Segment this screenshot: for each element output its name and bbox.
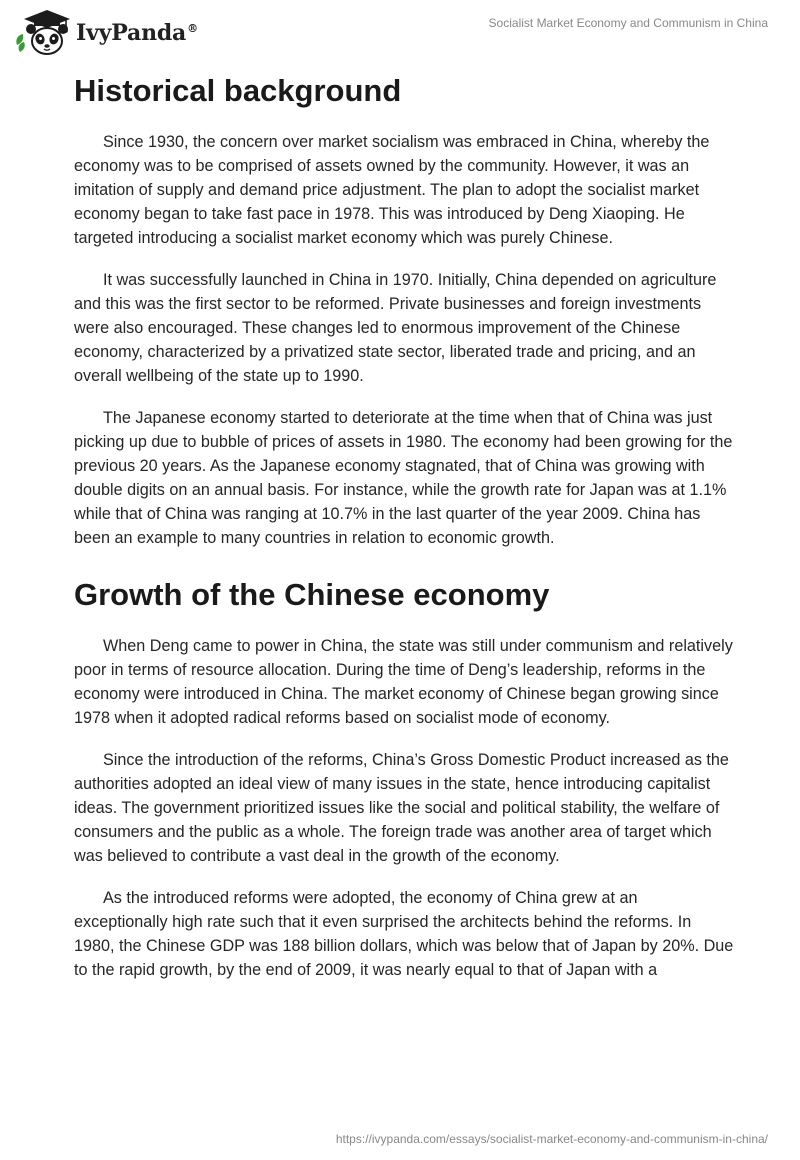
panda-graduate-icon <box>14 7 72 57</box>
brand-name: IvyPanda® <box>76 20 198 46</box>
paragraph: The Japanese economy started to deteriorate at the time when that of China was just picking up due to bubble of prices of assets in 1980. The economy had been growing for the previous 20 years. As the Japanese economy stagnated, that of China was growing with double digits on an annual basis. For instance, while the growth rate for Japan was at 1.1% while that of China was ranging at 10.7% in the last quarter of the year 2009. China has been an example to many countries in relation to economic growth. <box>74 409 733 547</box>
paragraph: When Deng came to power in China, the state was still under communism and relatively poor in terms of resource allocation. During the time of Deng’s leadership, reforms in the economy were introduced in China. The market economy of Chinese began growing since 1978 when it adopted radical reforms based on socialist mode of economy. <box>74 637 733 727</box>
ivypanda-logo[interactable] <box>14 7 198 57</box>
section-heading-growth-of-chinese-economy: Growth of the Chinese economy <box>74 577 550 612</box>
document-title: Socialist Market Economy and Communism in China <box>488 16 768 30</box>
source-url[interactable]: https://ivypanda.com/essays/socialist-market-economy-and-communism-in-china/ <box>335 1132 768 1146</box>
essay-body <box>74 72 734 1000</box>
paragraph: Since the introduction of the reforms, China’s Gross Domestic Product increased as the authorities adopted an ideal view of many issues in the state, hence introducing capitalist ideas. The government prioritized issues like the social and political stability, the welfare of consumers and the public as a whole. The foreign trade was another area of target which was believed to contribute a vast deal in the growth of the economy. <box>74 751 729 865</box>
paragraph: As the introduced reforms were adopted, the economy of China grew at an exceptionally high rate such that it even surprised the architects behind the reforms. In 1980, the Chinese GDP was 188 billion dollars, which was below that of Japan by 20%. Due to the rapid growth, by the end of 2009, it was nearly equal to that of Japan with a <box>74 889 734 979</box>
paragraph: Since 1930, the concern over market socialism was embraced in China, whereby the economy was to be comprised of assets owned by the community. However, it was an imitation of supply and demand price adjustment. The plan to adopt the socialist market economy began to take fast pace in 1978. This was introduced by Deng Xiaoping. He targeted introducing a socialist market economy which was purely Chinese. <box>74 133 710 247</box>
section-heading-historical-background: Historical background <box>74 73 402 108</box>
page-header <box>0 0 800 60</box>
registered-mark: ® <box>187 21 198 35</box>
paragraph: It was successfully launched in China in 1970. Initially, China depended on agriculture and this was the first sector to be reformed. Private businesses and foreign investments were also encouraged. These changes led to enormous improvement of the Chinese economy, characterized by a privatized state sector, liberated trade and pricing, and an overall wellbeing of the state up to 1990. <box>74 271 717 385</box>
